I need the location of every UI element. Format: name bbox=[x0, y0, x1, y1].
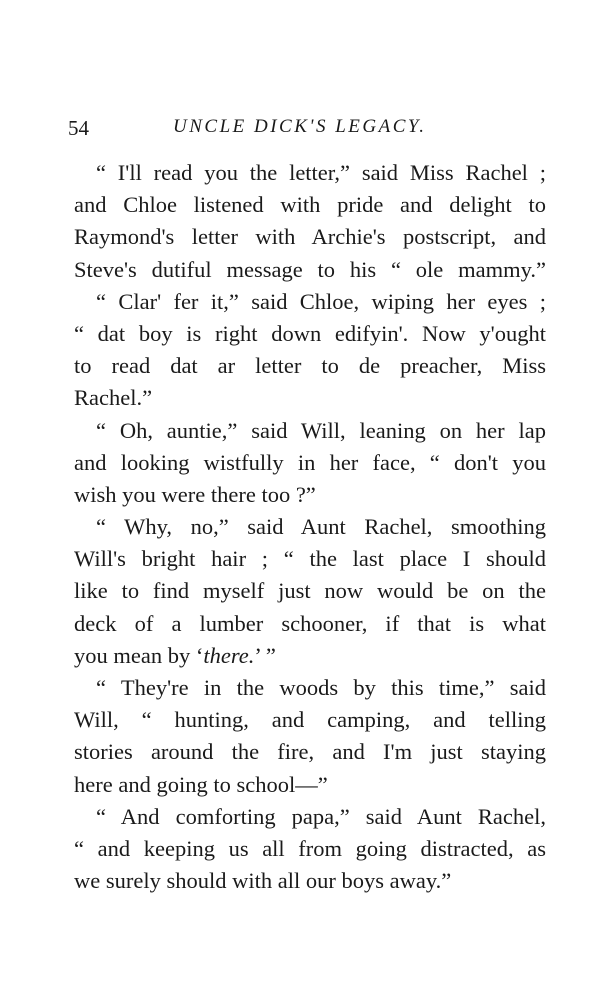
text-line: “ Why, no,” said Aunt Rachel, smoothing bbox=[96, 514, 546, 540]
text-fragment: ’ ” bbox=[254, 642, 276, 668]
text-line: “ dat boy is right down edifyin'. Now y'ought bbox=[74, 320, 546, 346]
paragraph bbox=[74, 415, 546, 512]
italic-word: there. bbox=[203, 642, 255, 668]
text-line: “ They're in the woods by this time,” said bbox=[96, 675, 546, 700]
text-line: deck of a lumber schooner, if that is what bbox=[74, 610, 546, 636]
paragraph bbox=[74, 672, 546, 801]
text-line: wish you were there too ?” bbox=[74, 481, 316, 507]
text-line: and looking wistfully in her face, “ don't you bbox=[74, 449, 546, 475]
text-line: Will, “ hunting, and camping, and telling bbox=[74, 707, 546, 733]
text-line: “ Clar' fer it,” said Chloe, wiping her eyes ; bbox=[96, 288, 546, 314]
text-line: Steve's dutiful message to his “ ole mammy.” bbox=[74, 256, 546, 282]
text-line: like to find myself just now would be on the bbox=[74, 578, 546, 604]
text-line: here and going to school—” bbox=[74, 771, 328, 797]
text-line: to read dat ar letter to de preacher, Miss bbox=[74, 353, 546, 379]
paragraph bbox=[74, 157, 546, 286]
page-header bbox=[68, 116, 546, 146]
page-number: 54 bbox=[68, 116, 89, 140]
text-fragment: you mean by ‘ bbox=[74, 642, 204, 668]
text-line: “ and keeping us all from going distracted, as bbox=[74, 835, 546, 861]
text-line: “ I'll read you the letter,” said Miss Rachel ; bbox=[96, 160, 546, 185]
body-text bbox=[74, 157, 546, 897]
text-line: “ Oh, auntie,” said Will, leaning on her lap bbox=[96, 417, 546, 443]
text-line: Will's bright hair ; “ the last place I should bbox=[74, 546, 546, 572]
paragraph bbox=[74, 511, 546, 672]
text-line: “ And comforting papa,” said Aunt Rachel, bbox=[96, 803, 546, 829]
text-line: Rachel.” bbox=[74, 385, 153, 411]
text-line: and Chloe listened with pride and delight to bbox=[74, 192, 546, 218]
text-line: stories around the fire, and I'm just staying bbox=[74, 739, 546, 765]
paragraph bbox=[74, 286, 546, 415]
text-line bbox=[74, 640, 546, 672]
running-title: UNCLE DICK'S LEGACY. bbox=[173, 116, 427, 137]
paragraph bbox=[74, 801, 546, 898]
text-line: Raymond's letter with Archie's postscript, and bbox=[74, 224, 546, 250]
text-line: we surely should with all our boys away.” bbox=[74, 868, 452, 894]
